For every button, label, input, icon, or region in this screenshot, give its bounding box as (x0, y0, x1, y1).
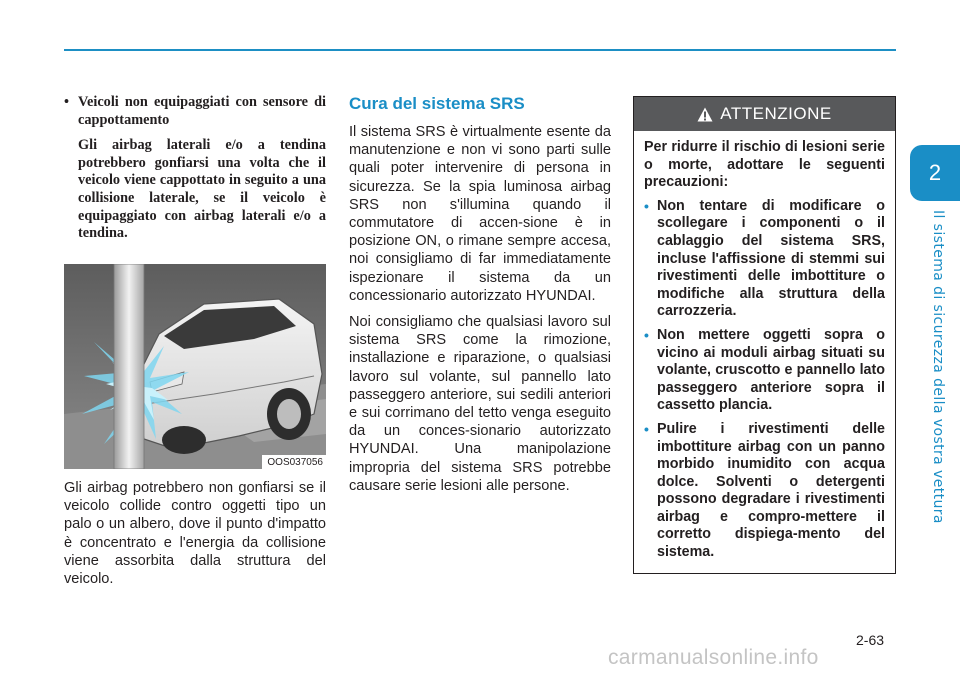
section-heading: Cura del sistema SRS (349, 94, 525, 113)
bullet-body: Gli airbag laterali e/o a tendina potrebbero gonfiarsi una volta che il veicolo viene cappottato in seguito a una collisione laterale, se il veicolo è equipaggiato con airbag laterali e/o a tendina. (78, 137, 326, 242)
column-left (64, 94, 326, 243)
warning-item (644, 421, 885, 562)
warning-item-text: Non mettere oggetti sopra o vicino ai moduli airbag situati su volante, cruscotto e pannello lato passeggero anteriore sopra il cassetto plancia. (657, 326, 885, 414)
chapter-title: Il sistema di sicurezza della vostra vettura (930, 210, 946, 524)
warning-body (634, 131, 895, 562)
warning-box (633, 96, 896, 574)
top-rule (64, 49, 896, 51)
warning-title: ATTENZIONE (720, 104, 832, 123)
warning-header (634, 97, 895, 131)
warning-triangle-icon (697, 107, 713, 122)
chapter-number: 2 (928, 160, 942, 185)
figure-caption: OOS037056 (262, 455, 326, 469)
bullet-dot: • (644, 326, 649, 343)
srs-work-paragraph: Noi consigliamo che qualsiasi lavoro sul sistema SRS come la rimozione, installazione e riparazione, o qualsiasi lavoro sul volante, sul pannello lato passeggero anteriore, sui sedili anteriori e sui corrimano del tetto venga eseguito da un conces-sionario autorizzato HYUNDAI. Una manipolazione impropria del sistema SRS potrebbe causare serie lesioni alle persone. (349, 314, 611, 494)
warning-item (644, 327, 885, 415)
chapter-tab (910, 145, 960, 201)
warning-intro: Per ridurre il rischio di lesioni serie o morte, adottare le seguenti precauzioni: (644, 139, 885, 191)
figure-car-pole-collision (64, 264, 326, 469)
watermark-link[interactable]: carmanualsonline.info (608, 646, 819, 669)
bullet-dot: • (64, 94, 70, 110)
page-number: 2-63 (856, 632, 885, 648)
car-pole-illustration (64, 264, 326, 469)
column-middle (349, 94, 611, 503)
warning-item-text: Pulire i rivestimenti delle imbottiture airbag con un panno morbido inumidito con acqua dolce. Solventi o detergenti possono degradare i rivestimenti airbag e compro-mettere il corretto dispiega-mento del sistema. (657, 420, 885, 561)
warning-item (644, 198, 885, 321)
pole-collision-paragraph: Gli airbag potrebbero non gonfiarsi se il veicolo collide contro oggetti tipo un palo o un albero, dove il punto d'impatto è concentrato e l'energia da collisione viene assorbita dalla struttura del veicolo. (64, 480, 326, 588)
warning-item-text: Non tentare di modificare o scollegare i componenti o il cablaggio del sistema SRS, incluse l'affissione di stemmi sui rivestimenti delle imbottiture o modifiche alla struttura della carrozzeria. (657, 197, 885, 320)
srs-maintenance-paragraph: Il sistema SRS è virtualmente esente da manutenzione e non vi sono parti sulle quali poter intervenire di persona in sicurezza. Se la spia luminosa airbag SRS non s'illumina quando il commutatore di accen-sione è in posizione ON, o rimane sempre accesa, noi consigliamo di far immediatamente ispezionare il sistema da un concessionario autorizzato HYUNDAI. (349, 124, 611, 304)
bullet-block (64, 94, 326, 243)
bullet-title: Veicoli non equipaggiati con sensore di cappottamento (78, 94, 326, 128)
bullet-dot: • (644, 197, 649, 214)
bullet-dot: • (644, 420, 649, 437)
